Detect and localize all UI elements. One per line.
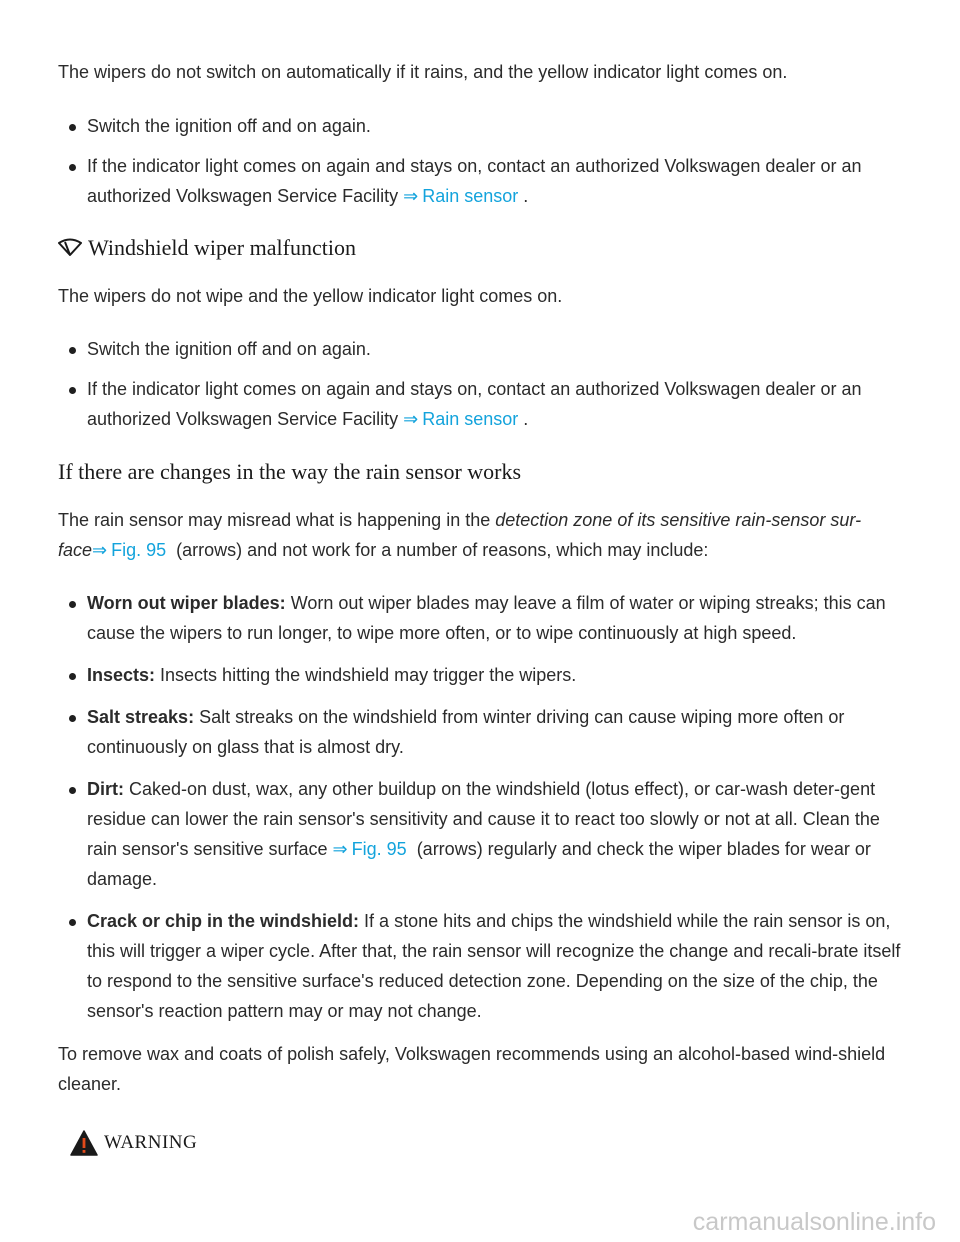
closing-paragraph: To remove wax and coats of polish safely, Volkswagen recommends using an alcohol-based wind-shield cleaner. — [58, 1044, 886, 1094]
intro-paragraph: The wipers do not switch on automatically if it rains, and the yellow indicator light comes on. — [58, 62, 788, 82]
list-item: If the indicator light comes on again and stays on, contact an authorized Volkswagen dealer or an authorized Volkswagen Service Facility ⇒ Rain sensor . — [58, 374, 903, 434]
warning-label: WARNING — [104, 1132, 198, 1153]
rain-sensor-link[interactable]: ⇒ Rain sensor — [403, 409, 519, 429]
list-item: Crack or chip in the windshield: If a stone hits and chips the windshield while the rain sensor is on, this will trigger a wiper cycle. After that, the rain sensor will recognize the change and recali-brate itself to respond to the sensitive surface's reduced detection zone. Depending on the size of the chip, the sensor's reaction pattern may or may not change. — [58, 906, 903, 1026]
list-item: If the indicator light comes on again and stays on, contact an authorized Volkswagen dealer or an authorized Volkswagen Service Facility ⇒ Rain sensor . — [58, 151, 903, 211]
list-item: Dirt: Caked-on dust, wax, any other buildup on the windshield (lotus effect), or car-wash deter-gent residue can lower the rain sensor's sensitivity and cause it to react too slowly or not at all. Clean the rain sensor's sensitive surface ⇒ Fig. 95 (arrows) regularly and check the wiper blades for wear or damage. — [58, 774, 903, 894]
section-title: If there are changes in the way the rain sensor works — [58, 459, 522, 484]
list-item: Switch the ignition off and on again. — [58, 334, 903, 364]
list-item: Switch the ignition off and on again. — [58, 111, 903, 141]
second-action-list — [58, 334, 903, 434]
causes-list — [58, 588, 903, 1026]
fig-95-link[interactable]: ⇒ Fig. 95 — [92, 540, 167, 560]
warning-heading — [70, 1130, 197, 1156]
list-item: Salt streaks: Salt streaks on the windshield from winter driving can cause wiping more often or continuously on glass that is almost dry. — [58, 702, 903, 762]
section-title: Windshield wiper malfunction — [88, 235, 356, 260]
first-action-list — [58, 111, 903, 211]
wiper-icon — [58, 237, 82, 257]
section-paragraph: The wipers do not wipe and the yellow indicator light comes on. — [58, 286, 563, 306]
warning-triangle-icon — [70, 1130, 98, 1156]
watermark: carmanualsonline.info — [692, 1208, 936, 1236]
rain-sensor-link[interactable]: ⇒ Rain sensor — [403, 186, 519, 206]
list-item: Worn out wiper blades: Worn out wiper blades may leave a film of water or wiping streaks; this can cause the wipers to run longer, to wipe more often, or to wipe continuously at high speed. — [58, 588, 903, 648]
section-heading-rain-sensor-changes — [58, 457, 903, 487]
section-paragraph: The rain sensor may misread what is happening in the detection zone of its sensitive rain-sensor sur-face⇒ Fig. 95 (arrows) and not work for a number of reasons, which may include: — [58, 510, 862, 560]
list-item: Insects: Insects hitting the windshield may trigger the wipers. — [58, 660, 903, 690]
fig-95-link[interactable]: ⇒ Fig. 95 — [332, 839, 407, 859]
section-heading-wiper-malfunction — [58, 233, 903, 263]
